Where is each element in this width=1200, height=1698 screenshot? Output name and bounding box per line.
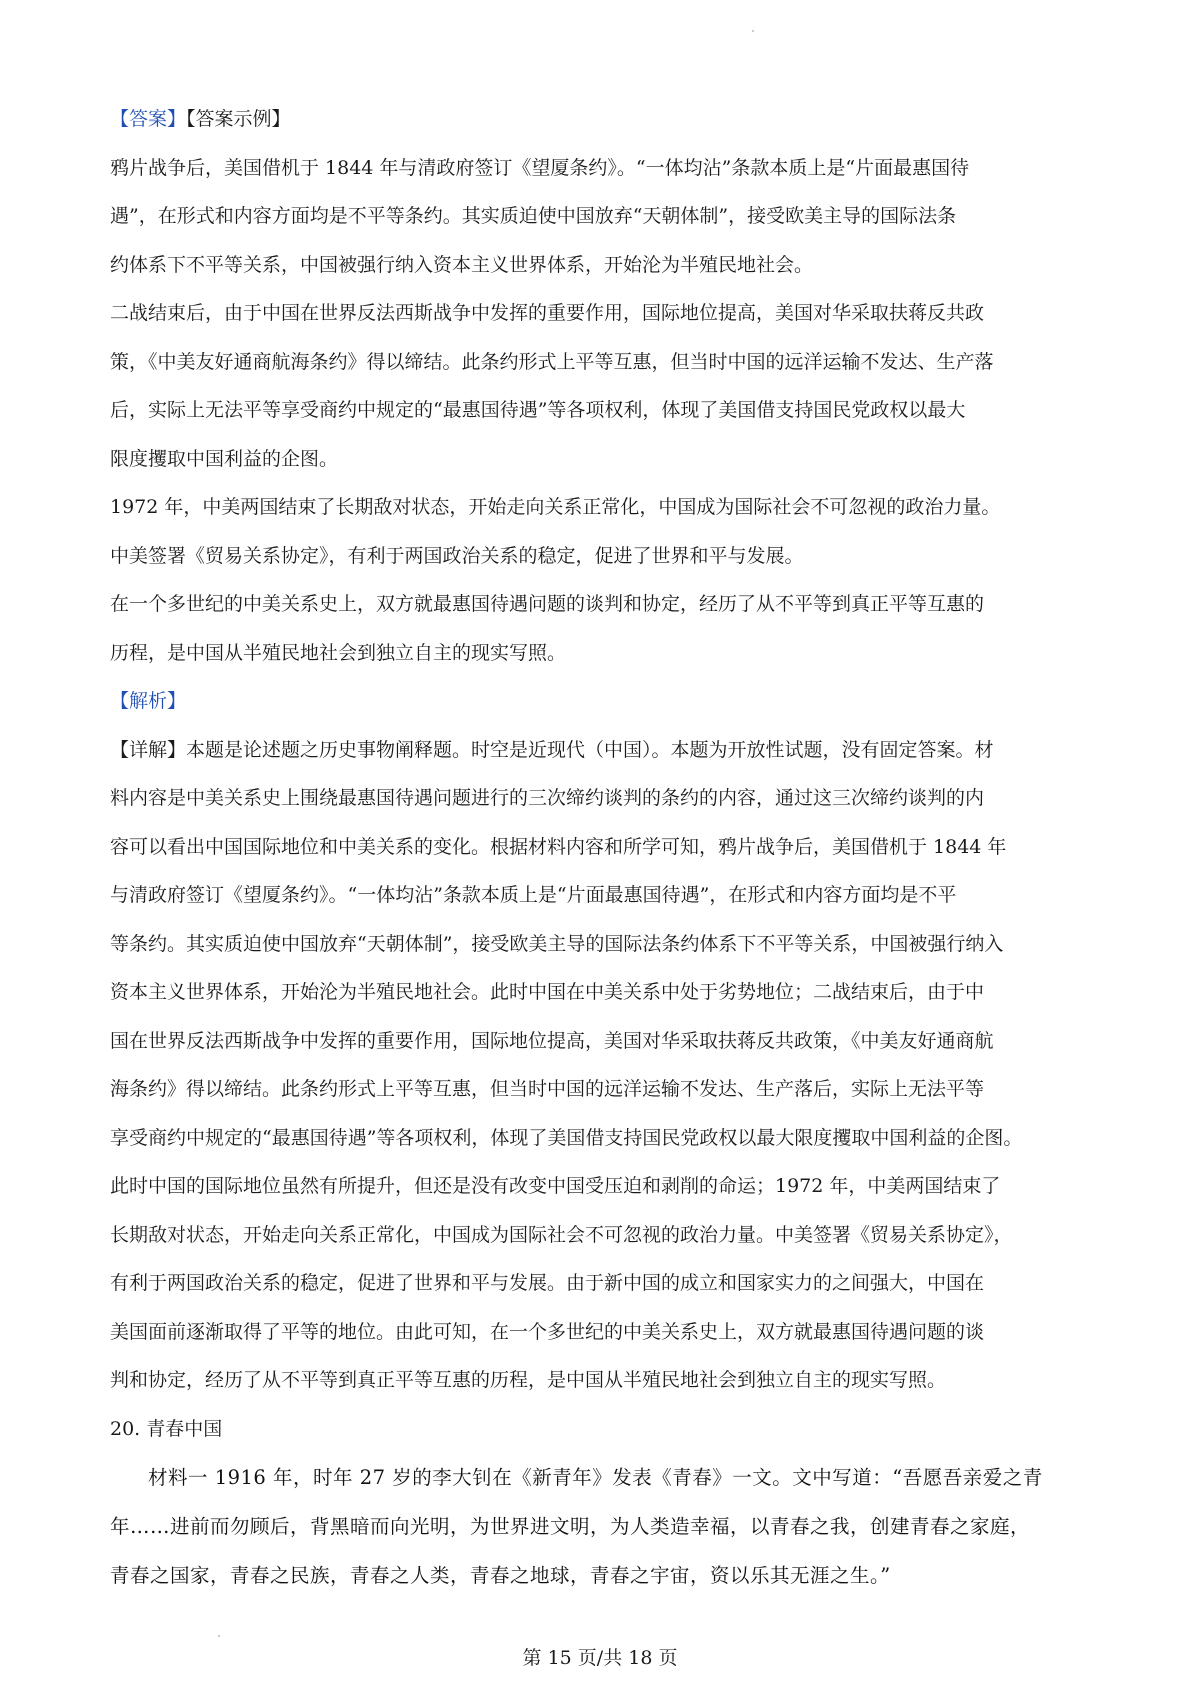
scan-speck xyxy=(218,1635,220,1637)
detail-line: 长期敌对状态，开始走向关系正常化，中国成为国际社会不可忽视的政治力量。中美签署《贸易关系协定》， xyxy=(110,1223,1013,1246)
detail-line: 美国面前逐渐取得了平等的地位。由此可知，在一个多世纪的中美关系史上，双方就最惠国待遇问题的谈 xyxy=(110,1320,985,1343)
detail-line: 料内容是中美关系史上围绕最惠国待遇问题进行的三次缔约谈判的条约的内容，通过这三次缔约谈判的内 xyxy=(110,787,985,809)
answer-line: 1972 年，中美两国结束了长期敌对状态，开始走向关系正常化，中国成为国际社会不可忽视的政治力量。 xyxy=(110,496,1001,518)
answer-example-label: 【答案示例】 xyxy=(186,108,291,130)
answer-line: 在一个多世纪的中美关系史上，双方就最惠国待遇问题的谈判和协定，经历了从不平等到真正平等互惠的 xyxy=(110,593,985,615)
material-line: 青春之国家，青春之民族，青春之人类，青春之地球，青春之宇宙，资以乐其无涯之生。” xyxy=(110,1564,891,1587)
material-line: 材料一 1916 年，时年 27 岁的李大钊在《新青年》发表《青春》一文。文中写道：“吾愿吾亲爱之青 xyxy=(148,1466,1043,1489)
detail-line: 与清政府签订《望厦条约》。“一体均沾”条款本质上是“片面最惠国待遇”，在形式和内容方面均是不平 xyxy=(110,884,957,906)
detail-line: 判和协定，经历了从不平等到真正平等互惠的历程，是中国从半殖民地社会到独立自主的现实写照。 xyxy=(110,1369,947,1391)
material-line: 年……进前而勿顾后，背黑暗而向光明，为世界进文明，为人类造幸福，以青春之我，创建青春之家庭， xyxy=(110,1515,1031,1538)
material-block xyxy=(110,1453,1100,1600)
page-content xyxy=(110,95,1100,1600)
answer-line: 二战结束后，由于中国在世界反法西斯战争中发挥的重要作用，国际地位提高，美国对华采取扶蒋反共政 xyxy=(110,302,985,324)
detail-line: 【详解】本题是论述题之历史事物阐释题。时空是近现代（中国）。本题为开放性试题，没有固定答案。材 xyxy=(110,738,994,761)
detail-line: 有利于两国政治关系的稳定，促进了世界和平与发展。由于新中国的成立和国家实力的之间强大，中国在 xyxy=(110,1272,985,1294)
answer-line: 约体系下不平等关系，中国被强行纳入资本主义世界体系，开始沦为半殖民地社会。 xyxy=(110,253,814,276)
answer-line: 中美签署《贸易关系协定》，有利于两国政治关系的稳定，促进了世界和平与发展。 xyxy=(110,544,804,567)
detail-line: 容可以看出中国国际地位和中美关系的变化。根据材料内容和所学可知，鸦片战争后，美国借机于 1844 年 xyxy=(110,835,1007,858)
answer-section xyxy=(110,144,1100,678)
detail-line: 此时中国的国际地位虽然有所提升，但还是没有改变中国受压迫和剥削的命运；1972 年，中美两国结束了 xyxy=(110,1175,1001,1197)
answer-line: 后，实际上无法平等享受商约中规定的“最惠国待遇”等各项权利，体现了美国借支持国民党政权以最大 xyxy=(110,399,966,421)
answer-line: 遇”，在形式和内容方面均是不平等条约。其实质迫使中国放弃“天朝体制”，接受欧美主导的国际法条 xyxy=(110,205,957,227)
detail-line: 资本主义世界体系，开始沦为半殖民地社会。此时中国在中美关系中处于劣势地位；二战结束后，由于中 xyxy=(110,981,985,1003)
detail-line: 享受商约中规定的“最惠国待遇”等各项权利，体现了美国借支持国民党政权以最大限度攫取中国利益的企图。 xyxy=(110,1126,1023,1149)
answer-label: 【答案】 xyxy=(110,108,187,130)
detail-line: 国在世界反法西斯战争中发挥的重要作用，国际地位提高，美国对华采取扶蒋反共政策，《中美友好通商航 xyxy=(110,1029,994,1052)
answer-heading xyxy=(110,95,1100,144)
detail-line: 等条约。其实质迫使中国放弃“天朝体制”，接受欧美主导的国际法条约体系下不平等关系，中国被强行纳入 xyxy=(110,932,1004,955)
answer-line: 限度攫取中国利益的企图。 xyxy=(110,447,339,470)
detail-section xyxy=(110,726,1100,1405)
answer-line: 策，《中美友好通商航海条约》得以缔结。此条约形式上平等互惠，但当时中国的远洋运输不发达、生产落 xyxy=(110,350,994,373)
question-title: 20. 青春中国 xyxy=(110,1417,223,1440)
scan-speck xyxy=(752,30,754,32)
answer-line: 历程，是中国从半殖民地社会到独立自主的现实写照。 xyxy=(110,641,567,664)
detail-line: 海条约》得以缔结。此条约形式上平等互惠，但当时中国的远洋运输不发达、生产落后，实际上无法平等 xyxy=(110,1078,985,1100)
page-footer: 第 15 页/共 18 页 xyxy=(522,1647,678,1669)
analysis-label: 【解析】 xyxy=(110,690,187,712)
answer-line: 鸦片战争后，美国借机于 1844 年与清政府签订《望厦条约》。“一体均沾”条款本质上是“片面最惠国待 xyxy=(110,156,970,179)
